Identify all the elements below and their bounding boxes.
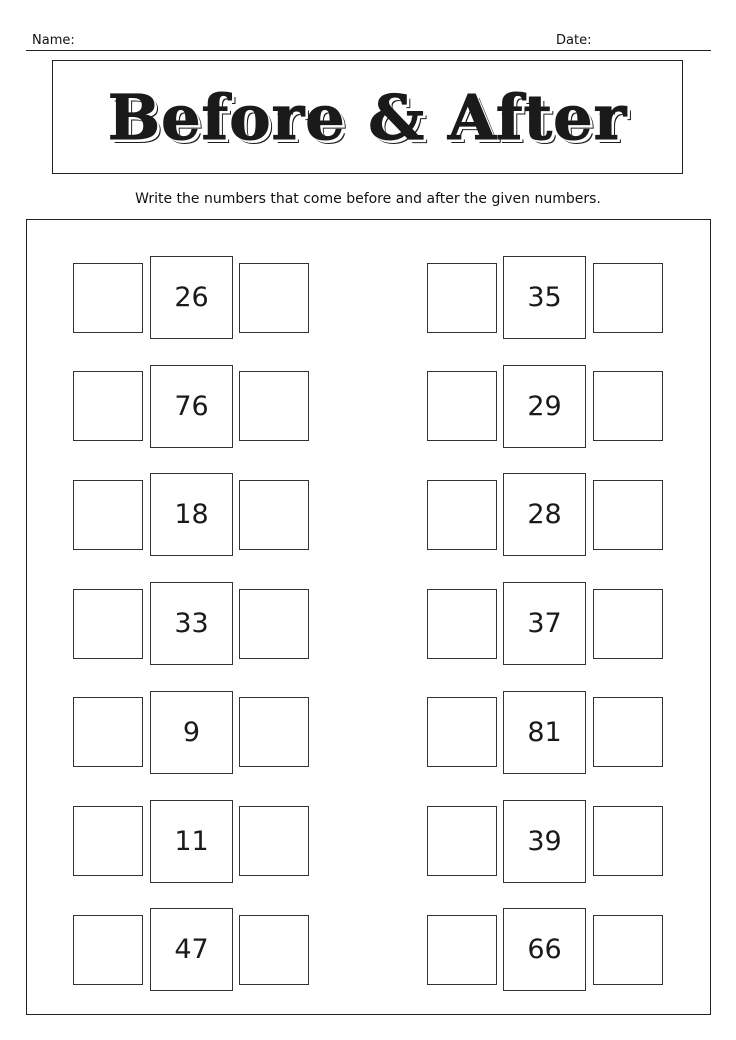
given-number-box: 29 (503, 365, 586, 448)
given-number-box: 18 (150, 473, 233, 556)
before-answer-box[interactable] (73, 915, 143, 985)
given-number-box: 9 (150, 691, 233, 774)
after-answer-box[interactable] (239, 806, 309, 876)
date-label: Date: (556, 33, 592, 48)
before-answer-box[interactable] (73, 697, 143, 767)
after-answer-box[interactable] (593, 806, 663, 876)
after-answer-box[interactable] (593, 697, 663, 767)
before-answer-box[interactable] (427, 697, 497, 767)
after-answer-box[interactable] (239, 480, 309, 550)
worksheet-title: Before & After (107, 80, 628, 154)
before-answer-box[interactable] (427, 806, 497, 876)
before-answer-box[interactable] (427, 480, 497, 550)
given-number-box: 33 (150, 582, 233, 665)
before-answer-box[interactable] (73, 480, 143, 550)
given-number-box: 11 (150, 800, 233, 883)
after-answer-box[interactable] (239, 371, 309, 441)
before-answer-box[interactable] (427, 263, 497, 333)
before-answer-box[interactable] (73, 371, 143, 441)
before-answer-box[interactable] (427, 915, 497, 985)
name-label: Name: (32, 33, 75, 48)
after-answer-box[interactable] (593, 589, 663, 659)
after-answer-box[interactable] (593, 915, 663, 985)
given-number-box: 66 (503, 908, 586, 991)
given-number-box: 28 (503, 473, 586, 556)
given-number-box: 39 (503, 800, 586, 883)
instructions: Write the numbers that come before and after the given numbers. (135, 191, 601, 207)
before-answer-box[interactable] (427, 589, 497, 659)
after-answer-box[interactable] (593, 263, 663, 333)
after-answer-box[interactable] (239, 697, 309, 767)
before-answer-box[interactable] (73, 806, 143, 876)
before-answer-box[interactable] (73, 263, 143, 333)
given-number-box: 35 (503, 256, 586, 339)
after-answer-box[interactable] (239, 263, 309, 333)
after-answer-box[interactable] (593, 371, 663, 441)
header-line (26, 50, 711, 51)
title-box (52, 60, 683, 174)
given-number-box: 37 (503, 582, 586, 665)
after-answer-box[interactable] (239, 589, 309, 659)
before-answer-box[interactable] (427, 371, 497, 441)
given-number-box: 47 (150, 908, 233, 991)
given-number-box: 81 (503, 691, 586, 774)
before-answer-box[interactable] (73, 589, 143, 659)
given-number-box: 76 (150, 365, 233, 448)
given-number-box: 26 (150, 256, 233, 339)
after-answer-box[interactable] (239, 915, 309, 985)
after-answer-box[interactable] (593, 480, 663, 550)
